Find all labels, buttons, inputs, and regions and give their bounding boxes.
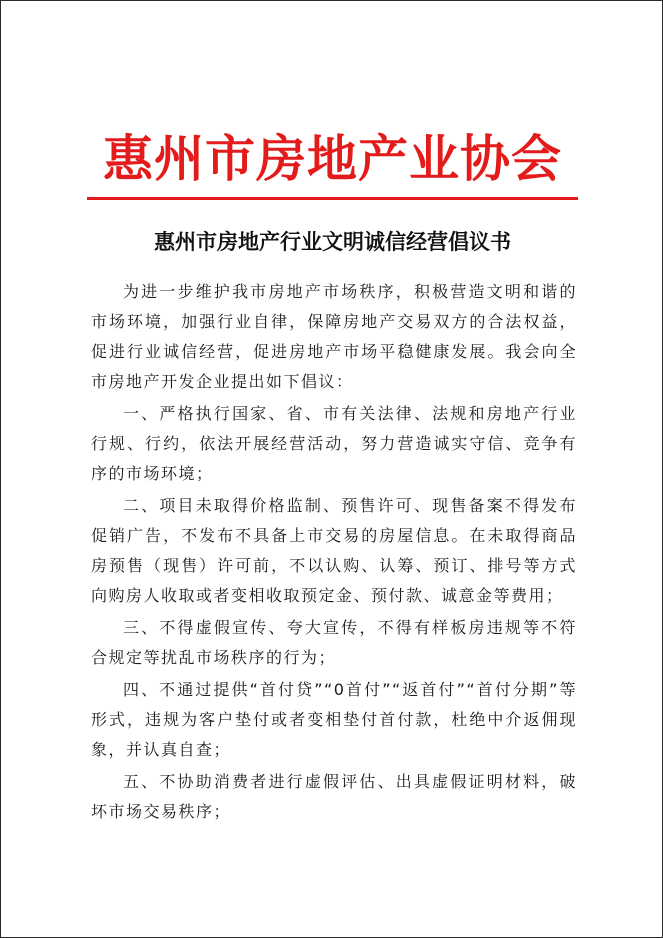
paragraph-item-2: 二、项目未取得价格监制、预售许可、现售备案不得发布促销广告，不发布不具备上市交易的房屋信息。在未取得商品房预售（现售）许可前，不以认购、认筹、预订、排号等方式向购房人收取或者变相收取预定金、预付款、诚意金等费用； (91, 496, 577, 605)
paragraph-item-1: 一、严格执行国家、省、市有关法律、法规和房地产行业行规、行约，依法开展经营活动，努力营造诚实守信、竞争有序的市场环境； (91, 404, 577, 483)
paragraph-item-3: 三、不得虚假宣传、夸大宣传，不得有样板房违规等不符合规定等扰乱市场秩序的行为； (91, 618, 577, 667)
paragraph-intro: 为进一步维护我市房地产市场秩序，积极营造文明和谐的市场环境，加强行业自律，保障房地产交易双方的合法权益，促进行业诚信经营，促进房地产市场平稳健康发展。我会向全市房地产开发企业提出如下倡议： (91, 282, 577, 391)
paragraph-item-5: 五、不协助消费者进行虚假评估、出具虚假证明材料，破坏市场交易秩序； (91, 772, 577, 821)
header-red-rule (87, 197, 578, 200)
document-title: 惠州市房地产行业文明诚信经营倡议书 (154, 229, 511, 254)
paragraph-item-4: 四、不通过提供“首付贷”“0首付”“返首付”“首付分期”等形式，违规为客户垫付或者变相垫付首付款，杜绝中介返佣现象，并认真自查； (91, 680, 577, 759)
document-body (91, 277, 577, 829)
org-header-title: 惠州市房地产业协会 (103, 129, 562, 188)
